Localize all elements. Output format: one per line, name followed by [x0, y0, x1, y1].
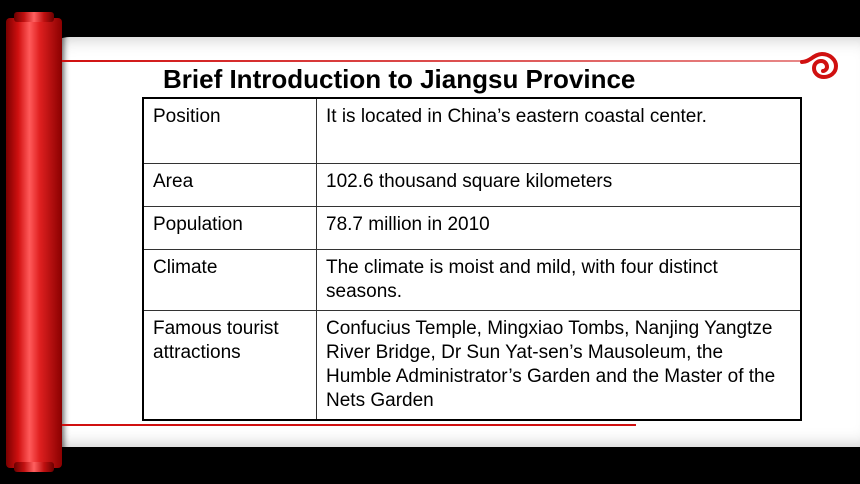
row-label: Famous tourist attractions — [143, 311, 317, 421]
row-value: The climate is moist and mild, with four distinct seasons. — [317, 250, 802, 311]
row-value: It is located in China’s eastern coastal center. — [317, 98, 802, 164]
row-label: Position — [143, 98, 317, 164]
row-label: Climate — [143, 250, 317, 311]
red-divider-top — [62, 60, 802, 62]
roller-cap-bottom — [14, 462, 54, 472]
row-value: 102.6 thousand square kilometers — [317, 164, 802, 207]
info-table — [142, 97, 802, 421]
row-value: 78.7 million in 2010 — [317, 207, 802, 250]
table-row — [143, 311, 801, 421]
row-label: Area — [143, 164, 317, 207]
scroll-roller — [6, 18, 62, 468]
red-divider-bottom — [62, 424, 636, 426]
row-value: Confucius Temple, Mingxiao Tombs, Nanjing Yangtze River Bridge, Dr Sun Yat-sen’s Mausoleum, the Humble Administrator’s Garden and the Master of the Nets Garden — [317, 311, 802, 421]
page-title: Brief Introduction to Jiangsu Province — [163, 64, 636, 94]
table-row — [143, 250, 801, 311]
table-row — [143, 164, 801, 207]
swirl-ornament-icon — [800, 48, 840, 82]
table-row — [143, 207, 801, 250]
table-row — [143, 98, 801, 164]
roller-cap-top — [14, 12, 54, 22]
row-label: Population — [143, 207, 317, 250]
